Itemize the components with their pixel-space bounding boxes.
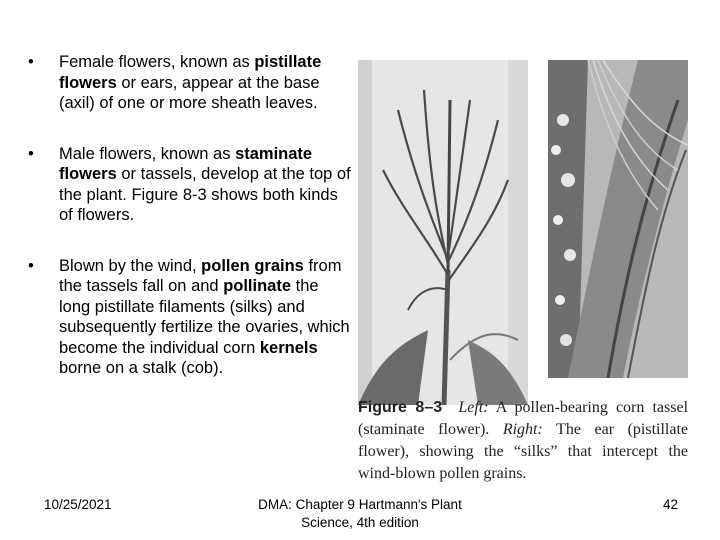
corn-tassel-photo (358, 60, 528, 405)
bold-term: pollen grains (201, 256, 304, 275)
figure-8-3 (358, 40, 690, 485)
caption-left-label: Left: (458, 399, 489, 416)
bullet-text: or tassels, develop at the top of the plant. Figure 8-3 shows both kinds of flowers. (59, 165, 351, 224)
corn-ear-photo (548, 60, 688, 378)
bullet-item (28, 52, 353, 114)
figure-number: Figure 8–3 (358, 399, 443, 416)
bullet-marker: • (28, 144, 34, 163)
caption-right-label: Right: (502, 421, 543, 438)
bold-term: pistillate flowers (59, 53, 322, 92)
bullet-text: Blown by the wind, (59, 256, 202, 275)
bullet-text: Male flowers, known as (59, 144, 236, 163)
bold-term: staminate flowers (59, 144, 313, 183)
caption-left-text: A pollen-bearing corn tassel (staminate flower). (358, 399, 689, 438)
bullet-text: the long pistillate filaments (silks) and subsequently fertilize the ovaries, which become the individual corn (59, 277, 350, 357)
bullet-text: borne on a stalk (cob). (59, 359, 224, 377)
bullet-text: Female flowers, known as (59, 53, 255, 71)
bold-term: kernels (259, 338, 318, 357)
bullet-item (28, 256, 353, 379)
bullet-text: or ears, appear at the base (axil) of one or more sheath leaves. (59, 73, 320, 112)
figure-caption (358, 397, 688, 485)
bullet-text: from the tassels fall on and (59, 256, 342, 295)
bullet-marker: • (28, 53, 34, 71)
slide-number: 42 (662, 497, 678, 512)
caption-right-text: The ear (pistillate flower), showing the “silks” that intercept the wind-blown pollen grains. (358, 421, 689, 482)
bullet-marker: • (28, 256, 34, 275)
footer-date: 10/25/2021 (44, 497, 112, 512)
footer-title: DMA: Chapter 9 Hartmann's Plant Science, 4th edition (258, 497, 462, 530)
bullet-list (28, 52, 353, 379)
bold-term: pollinate (223, 277, 292, 295)
bullet-item (28, 144, 353, 226)
